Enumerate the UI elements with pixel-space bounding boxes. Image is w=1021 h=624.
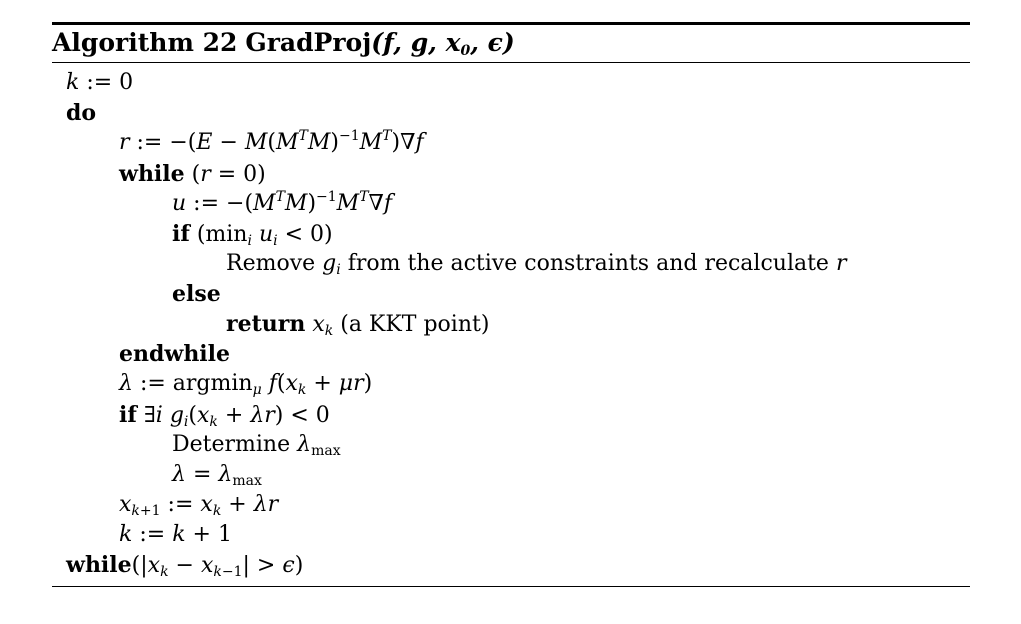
line-endwhile	[119, 339, 230, 370]
bottom-rule	[52, 586, 970, 587]
line-while-cond: while (r = 0)	[119, 161, 266, 187]
keyword-while: while	[66, 552, 132, 578]
line-else	[172, 279, 221, 310]
keyword-if: if	[172, 221, 190, 247]
line-init: k := 0	[66, 70, 134, 95]
keyword-do: do	[66, 100, 97, 126]
line-k-update: k := k + 1	[119, 522, 232, 547]
keyword-endwhile: endwhile	[119, 341, 231, 367]
line-remove: Remove $g_i$ from the active constraints and recalculate r	[226, 251, 847, 278]
line-while-end: $while(|x_k - x_{k-1}| > \epsilon)$	[66, 552, 304, 580]
line-x-update: $x_{k+1}$ := $x_k + \lambda r$	[119, 492, 279, 519]
line-lambda-argmin: λ := argmin$_\mu$ $f(x_k + \mu r)$	[119, 371, 373, 398]
keyword-if: if	[119, 402, 137, 428]
algorithm-name: GradProj	[245, 28, 372, 57]
keyword-return: return	[226, 311, 306, 337]
line-r-def: r := $-(E - M(M^TM)^{-1}M^T)\nabla f$	[119, 128, 424, 155]
line-return: return $x_k$ (a KKT point)	[226, 311, 490, 339]
line-determine: Determine $\lambda_{max}$	[172, 432, 341, 459]
line-lambda-assign: $\lambda = \lambda_{max}$	[172, 462, 262, 489]
keyword-while: while	[119, 161, 185, 187]
keyword-else: else	[172, 281, 221, 307]
algorithm-title: Algorithm 22 GradProj(f, g, $x_0$, ϵ)	[52, 28, 515, 59]
title-rule	[52, 62, 970, 63]
line-do	[66, 98, 96, 129]
line-u-def: u := $-(M^TM)^{-1}M^T\nabla f$	[172, 189, 393, 216]
algorithm-label: Algorithm 22	[52, 28, 238, 57]
line-if-exists: if ∃i $g_i(x_k + \lambda r) < 0$	[119, 402, 330, 430]
line-if-min: if ($\min_i$ $u_i < 0$)	[172, 221, 333, 249]
top-rule	[52, 22, 970, 25]
